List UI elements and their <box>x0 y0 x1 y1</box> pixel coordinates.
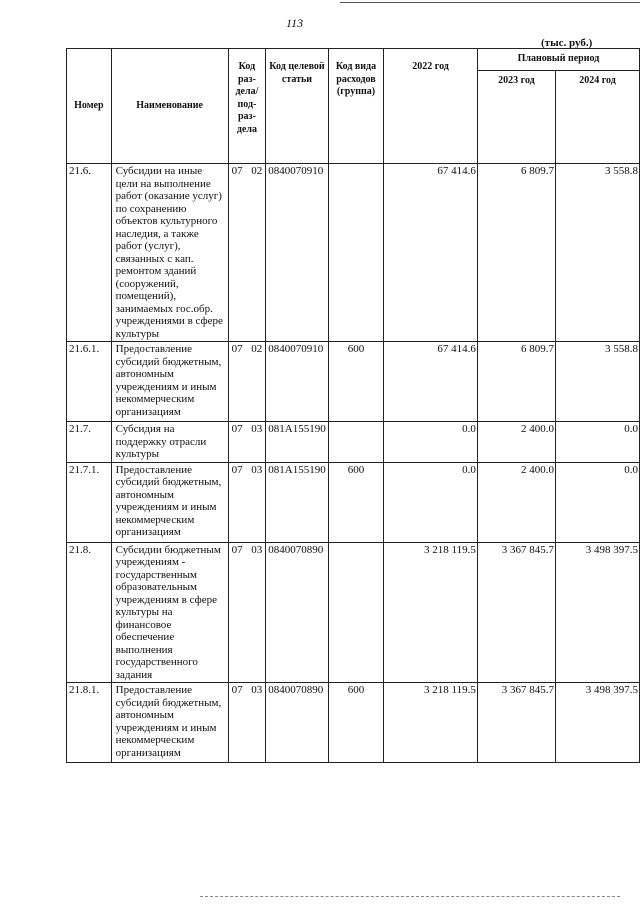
row-number: 21.8.1. <box>67 683 112 763</box>
row-2024: 0.0 <box>556 462 640 542</box>
row-2023: 2 400.0 <box>477 422 555 463</box>
row-expense-type: 600 <box>328 683 384 763</box>
row-pr: 02 <box>251 343 263 355</box>
row-section <box>228 683 266 763</box>
row-number: 21.7.1. <box>67 462 112 542</box>
row-target: 081A155190 <box>266 462 328 542</box>
row-target: 0840070910 <box>266 342 328 422</box>
row-2024: 3 558.8 <box>556 164 640 342</box>
row-2022: 0.0 <box>384 422 478 463</box>
row-2022: 3 218 119.5 <box>384 542 478 683</box>
row-2022: 3 218 119.5 <box>384 683 478 763</box>
header-2024: 2024 год <box>556 70 640 163</box>
row-name: Субсидии бюджетным учреждениям - государственным образовательным учреждениям в сфере культуры на финансовое обеспечение выполнения государственного задания <box>111 542 228 683</box>
row-rz: 07 <box>231 463 243 476</box>
row-rz: 07 <box>231 684 243 696</box>
top-rule <box>340 2 640 3</box>
header-planned-period: Плановый период <box>477 49 639 71</box>
row-rz: 07 <box>231 423 243 435</box>
header-section: Код раз-дела/ под-раз-дела <box>228 49 266 164</box>
table-row <box>67 342 640 422</box>
row-2023: 3 367 845.7 <box>477 683 555 763</box>
row-pr: 03 <box>251 684 263 696</box>
row-2024: 3 498 397.5 <box>556 683 640 763</box>
row-pr: 03 <box>251 543 263 556</box>
row-expense-type <box>328 164 384 342</box>
row-name: Субсидия на поддержку отрасли культуры <box>111 422 228 463</box>
table-row <box>67 683 640 763</box>
row-section <box>228 422 266 463</box>
units-label: (тыс. руб.) <box>541 37 593 49</box>
row-expense-type <box>328 542 384 683</box>
row-pr: 02 <box>251 165 263 177</box>
header-name: Наименование <box>111 49 228 164</box>
row-target: 0840070910 <box>266 164 328 342</box>
row-expense-type <box>328 422 384 463</box>
row-section <box>228 542 266 683</box>
table-row <box>67 164 640 342</box>
budget-table <box>66 48 640 763</box>
row-2022: 0.0 <box>384 462 478 542</box>
header-2022: 2022 год <box>384 49 478 164</box>
row-rz: 07 <box>231 543 243 556</box>
row-expense-type: 600 <box>328 462 384 542</box>
header-number: Номер <box>67 49 112 164</box>
row-name: Предоставление субсидий бюджетным, автономным учреждениям и иным некоммерческим организациям <box>111 342 228 422</box>
row-name: Предоставление субсидий бюджетным, автономным учреждениям и иным некоммерческим организациям <box>111 462 228 542</box>
row-number: 21.6.1. <box>67 342 112 422</box>
row-name: Субсидии на иные цели на выполнение работ (оказание услуг) по сохранению объектов культурного наследия, а также работ (услуг), связанных с кап. ремонтом зданий (сооружений, помещений), занимаемых гос.обр. учреждениями в сфере культуры <box>111 164 228 342</box>
row-2023: 3 367 845.7 <box>477 542 555 683</box>
header-target: Код целевой статьи <box>266 49 328 164</box>
row-2023: 2 400.0 <box>477 462 555 542</box>
row-section <box>228 462 266 542</box>
table-row <box>67 422 640 463</box>
row-2024: 3 558.8 <box>556 342 640 422</box>
header-expense-type: Код вида расходов (группа) <box>328 49 384 164</box>
row-target: 0840070890 <box>266 683 328 763</box>
row-section <box>228 342 266 422</box>
row-2024: 0.0 <box>556 422 640 463</box>
row-target: 0840070890 <box>266 542 328 683</box>
row-pr: 03 <box>251 463 263 476</box>
row-target: 081A155190 <box>266 422 328 463</box>
row-section <box>228 164 266 342</box>
bottom-scan-marks <box>200 896 620 899</box>
row-2024: 3 498 397.5 <box>556 542 640 683</box>
row-2022: 67 414.6 <box>384 164 478 342</box>
row-rz: 07 <box>231 165 243 177</box>
row-name: Предоставление субсидий бюджетным, автономным учреждениям и иным некоммерческим организациям <box>111 683 228 763</box>
row-number: 21.7. <box>67 422 112 463</box>
table-row <box>67 462 640 542</box>
row-number: 21.8. <box>67 542 112 683</box>
row-2022: 67 414.6 <box>384 342 478 422</box>
row-rz: 07 <box>231 343 243 355</box>
table-row <box>67 542 640 683</box>
row-expense-type: 600 <box>328 342 384 422</box>
row-number: 21.6. <box>67 164 112 342</box>
page-number: 113 <box>286 16 304 30</box>
row-2023: 6 809.7 <box>477 164 555 342</box>
row-pr: 03 <box>251 423 263 435</box>
header-2023: 2023 год <box>477 70 555 163</box>
row-2023: 6 809.7 <box>477 342 555 422</box>
